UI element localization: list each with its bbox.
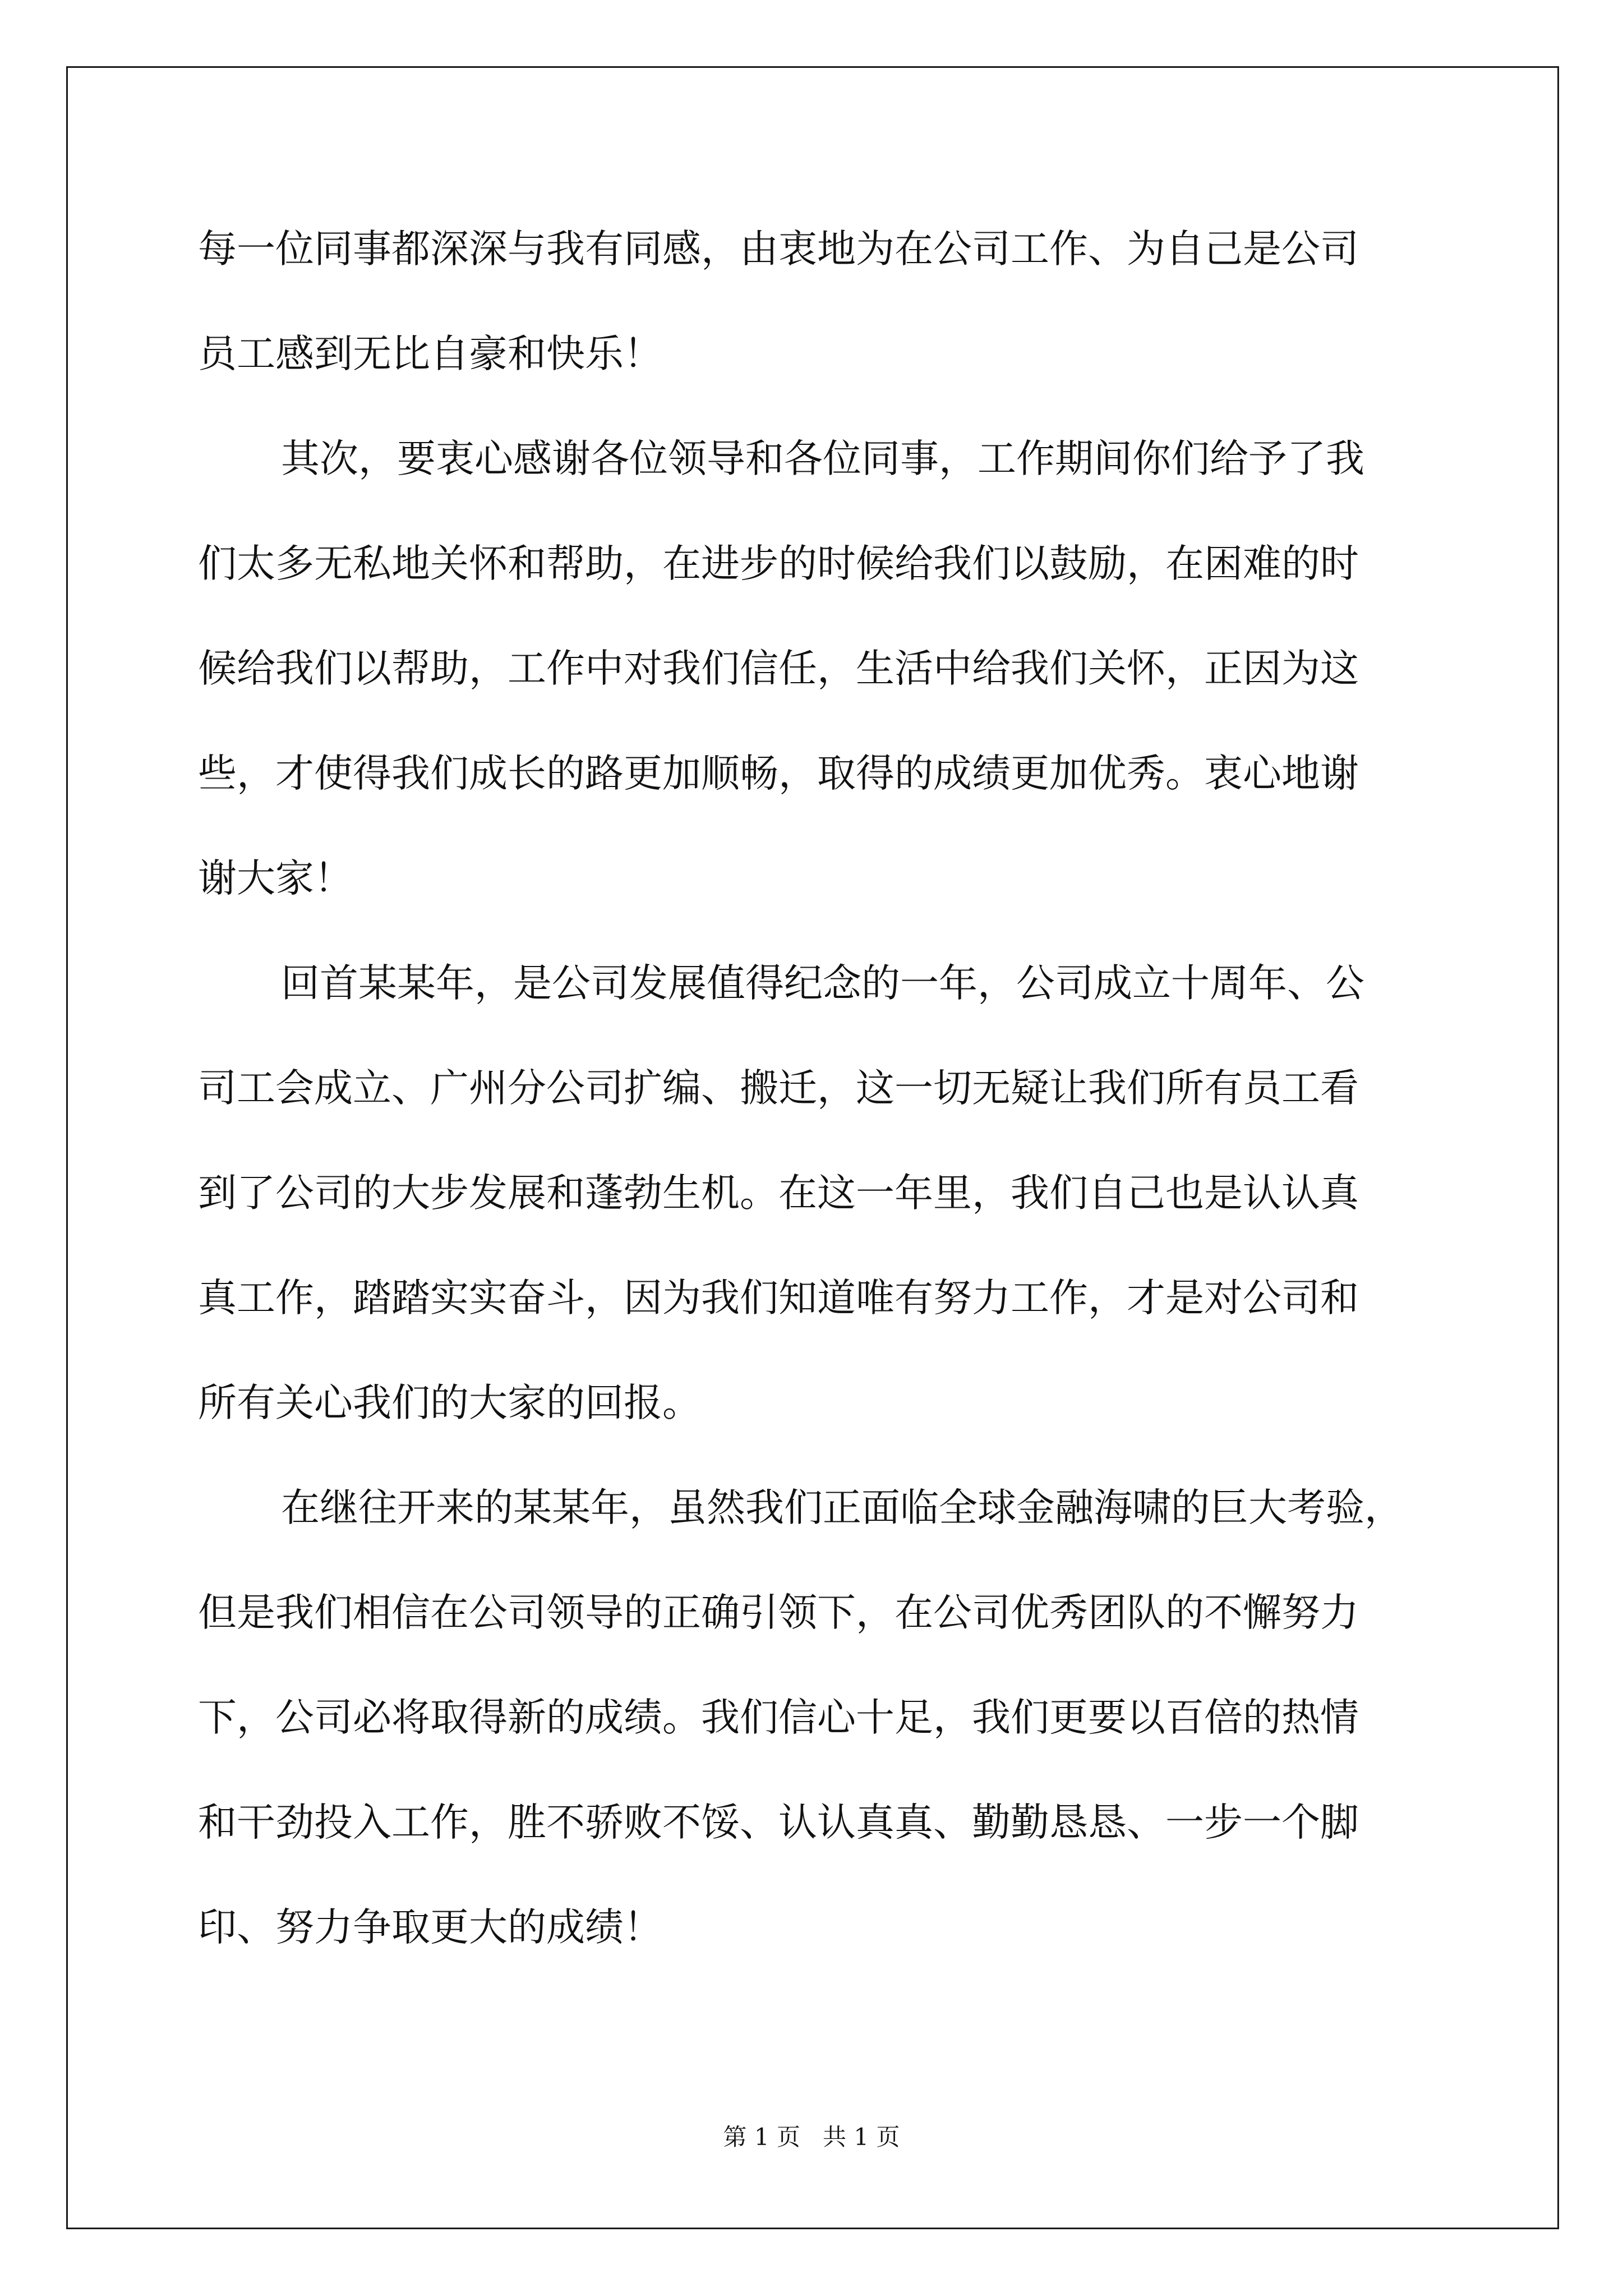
text-line-12: 所有关心我们的大家的回报。: [198, 1381, 701, 1425]
paragraph-start-line: 回首某某年，是公司发展值得纪念的一年，公司成立十周年、公: [281, 961, 1364, 1006]
text-line-11: 真工作，踏踏实实奋斗，因为我们知道唯有努力工作，才是对公司和: [198, 1276, 1359, 1320]
text-line-4: 们太多无私地关怀和帮助，在进步的时候给我们以鼓励，在困难的时: [198, 541, 1359, 586]
text-line-6: 些，才使得我们成长的路更加顺畅，取得的成绩更加优秀。衷心地谢: [198, 751, 1359, 796]
paragraph-start-line: 在继往开来的某某年，虽然我们正面临全球金融海啸的巨大考验，: [281, 1485, 1403, 1530]
page-footer: 第 1 页 共 1 页: [723, 2123, 900, 2151]
text-line-2: 员工感到无比自豪和快乐！: [198, 332, 662, 376]
text-line-9: 司工会成立、广州分公司扩编、搬迁，这一切无疑让我们所有员工看: [198, 1066, 1359, 1111]
text-line-1: 每一位同事都深深与我有同感，由衷地为在公司工作、为自己是公司: [198, 227, 1359, 272]
text-line-5: 候给我们以帮助，工作中对我们信任，生活中给我们关怀，正因为这: [198, 646, 1359, 691]
paragraph-start-line: 其次，要衷心感谢各位领导和各位同事，工作期间你们给予了我: [281, 436, 1364, 481]
text-line-16: 和干劲投入工作，胜不骄败不馁、认认真真、勤勤恳恳、一步一个脚: [198, 1800, 1359, 1845]
text-line-14: 但是我们相信在公司领导的正确引领下，在公司优秀团队的不懈努力: [198, 1590, 1359, 1635]
text-line-10: 到了公司的大步发展和蓬勃生机。在这一年里，我们自己也是认认真: [198, 1171, 1359, 1216]
text-line-17: 印、努力争取更大的成绩！: [198, 1905, 662, 1950]
text-line-7: 谢大家！: [198, 856, 353, 901]
text-line-15: 下，公司必将取得新的成绩。我们信心十足，我们更要以百倍的热情: [198, 1695, 1359, 1740]
